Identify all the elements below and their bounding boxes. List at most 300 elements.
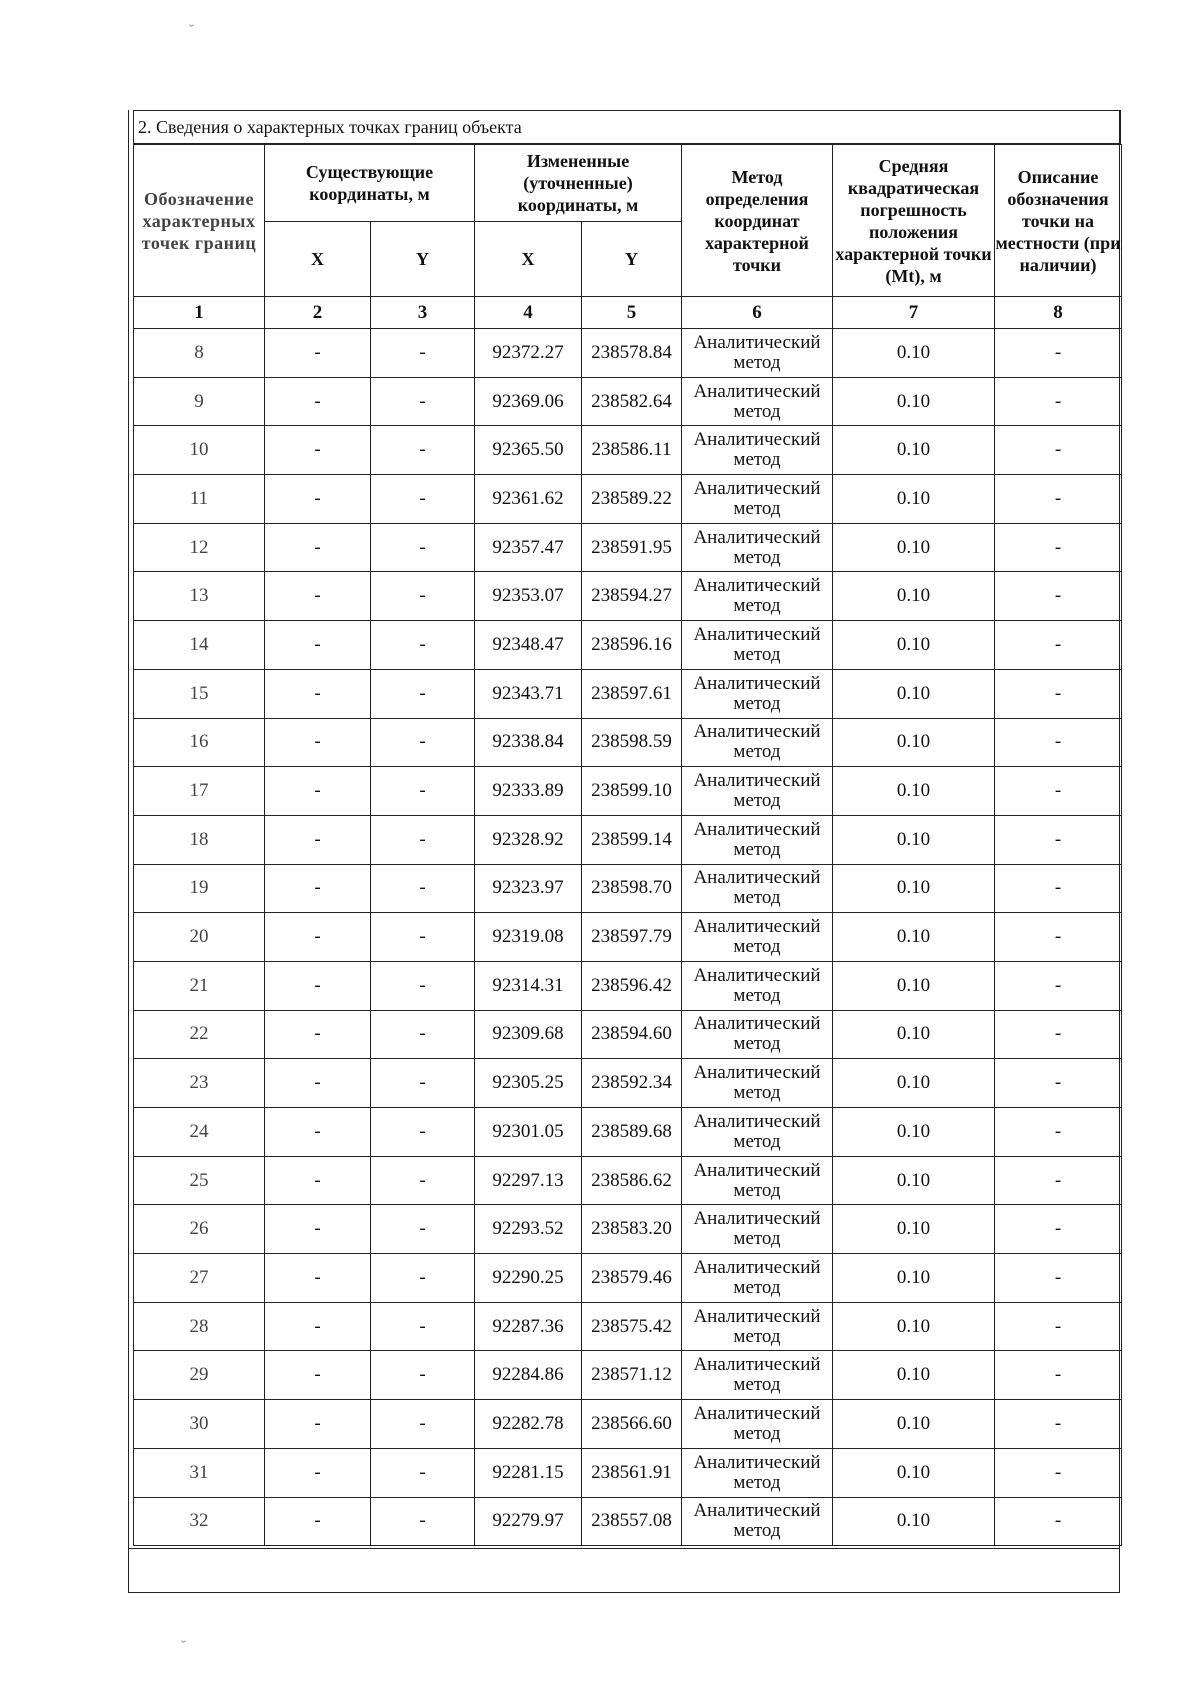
cell-point-number: 19 — [134, 864, 265, 913]
cell-y: 238582.64 — [582, 377, 682, 426]
header-existing-x: X — [265, 222, 371, 297]
method-text: Аналитический — [693, 1402, 821, 1424]
header-existing-y: Y — [371, 222, 475, 297]
cell-y: 238596.42 — [582, 961, 682, 1010]
cell-y: 238561.91 — [582, 1448, 682, 1497]
cell-method — [682, 572, 833, 621]
cell-method — [682, 1448, 833, 1497]
table-row — [134, 767, 1122, 816]
cell-method — [682, 961, 833, 1010]
boundary-points-table — [133, 144, 1122, 1546]
method-text: Аналитический — [693, 331, 821, 353]
cell-accuracy: 0.10 — [833, 523, 995, 572]
cell-existing-y: - — [371, 377, 475, 426]
cell-method — [682, 1156, 833, 1205]
column-number: 7 — [833, 297, 995, 329]
cell-x: 92357.47 — [475, 523, 582, 572]
method-text: метод — [733, 497, 781, 519]
header-row — [134, 145, 1122, 222]
cell-existing-y: - — [371, 1059, 475, 1108]
method-text: Аналитический — [693, 1256, 821, 1278]
cell-point-number: 15 — [134, 669, 265, 718]
cell-existing-x: - — [265, 1302, 371, 1351]
header-changed-x: X — [475, 222, 582, 297]
cell-accuracy: 0.10 — [833, 767, 995, 816]
cell-existing-x: - — [265, 1156, 371, 1205]
cell-x: 92287.36 — [475, 1302, 582, 1351]
cell-x: 92290.25 — [475, 1254, 582, 1303]
method-text: метод — [733, 741, 781, 763]
header-changed-y: Y — [582, 222, 682, 297]
method-text: метод — [733, 1276, 781, 1298]
cell-x: 92281.15 — [475, 1448, 582, 1497]
cell-x: 92297.13 — [475, 1156, 582, 1205]
cell-y: 238557.08 — [582, 1497, 682, 1546]
header-method: Метод определения координат характерной точки — [682, 145, 833, 297]
cell-x: 92348.47 — [475, 621, 582, 670]
cell-y: 238597.79 — [582, 913, 682, 962]
cell-x: 92361.62 — [475, 475, 582, 524]
table-row — [134, 1448, 1122, 1497]
column-number: 4 — [475, 297, 582, 329]
method-text: метод — [733, 643, 781, 665]
cell-method — [682, 815, 833, 864]
cell-existing-x: - — [265, 1351, 371, 1400]
cell-x: 92372.27 — [475, 329, 582, 378]
cell-accuracy: 0.10 — [833, 1497, 995, 1546]
cell-accuracy: 0.10 — [833, 1400, 995, 1449]
cell-point-number: 10 — [134, 426, 265, 475]
cell-method — [682, 426, 833, 475]
method-text: Аналитический — [693, 672, 821, 694]
method-text: метод — [733, 1520, 781, 1542]
cell-x: 92279.97 — [475, 1497, 582, 1546]
scan-mark-bottom: ˇ — [181, 1639, 186, 1654]
method-text: метод — [733, 1325, 781, 1347]
method-text: метод — [733, 838, 781, 860]
method-text: Аналитический — [693, 818, 821, 840]
cell-existing-y: - — [371, 572, 475, 621]
method-text: метод — [733, 595, 781, 617]
cell-description: - — [995, 1010, 1122, 1059]
cell-method — [682, 767, 833, 816]
table-row — [134, 913, 1122, 962]
cell-point-number: 27 — [134, 1254, 265, 1303]
table-row — [134, 1059, 1122, 1108]
method-text: метод — [733, 984, 781, 1006]
table-row — [134, 1205, 1122, 1254]
cell-description: - — [995, 1205, 1122, 1254]
cell-point-number: 8 — [134, 329, 265, 378]
cell-existing-y: - — [371, 1108, 475, 1157]
cell-description: - — [995, 329, 1122, 378]
column-number: 3 — [371, 297, 475, 329]
cell-accuracy: 0.10 — [833, 669, 995, 718]
cell-existing-y: - — [371, 767, 475, 816]
cell-point-number: 24 — [134, 1108, 265, 1157]
cell-x: 92343.71 — [475, 669, 582, 718]
table-row — [134, 329, 1122, 378]
cell-point-number: 11 — [134, 475, 265, 524]
cell-method — [682, 1254, 833, 1303]
cell-accuracy: 0.10 — [833, 961, 995, 1010]
table-row — [134, 1497, 1122, 1546]
cell-method — [682, 718, 833, 767]
cell-y: 238589.68 — [582, 1108, 682, 1157]
cell-method — [682, 669, 833, 718]
method-text: Аналитический — [693, 867, 821, 889]
method-text: Аналитический — [693, 1354, 821, 1376]
cell-x: 92319.08 — [475, 913, 582, 962]
cell-method — [682, 1302, 833, 1351]
method-text: метод — [733, 1374, 781, 1396]
cell-method — [682, 864, 833, 913]
method-text: Аналитический — [693, 964, 821, 986]
cell-x: 92328.92 — [475, 815, 582, 864]
cell-description: - — [995, 1351, 1122, 1400]
column-number: 5 — [582, 297, 682, 329]
cell-description: - — [995, 1108, 1122, 1157]
method-text: метод — [733, 936, 781, 958]
cell-point-number: 22 — [134, 1010, 265, 1059]
method-text: метод — [733, 1082, 781, 1104]
cell-x: 92365.50 — [475, 426, 582, 475]
cell-y: 238597.61 — [582, 669, 682, 718]
cell-method — [682, 621, 833, 670]
cell-y: 238586.11 — [582, 426, 682, 475]
cell-accuracy: 0.10 — [833, 1448, 995, 1497]
cell-existing-y: - — [371, 329, 475, 378]
method-text: метод — [733, 351, 781, 373]
method-text: Аналитический — [693, 1159, 821, 1181]
header-existing-coordinates: Существующие координаты, м — [265, 145, 475, 222]
cell-point-number: 17 — [134, 767, 265, 816]
method-text: метод — [733, 887, 781, 909]
cell-x: 92353.07 — [475, 572, 582, 621]
cell-description: - — [995, 426, 1122, 475]
method-text: Аналитический — [693, 380, 821, 402]
cell-description: - — [995, 377, 1122, 426]
cell-method — [682, 1497, 833, 1546]
method-text: метод — [733, 1422, 781, 1444]
cell-existing-x: - — [265, 1448, 371, 1497]
cell-accuracy: 0.10 — [833, 913, 995, 962]
cell-method — [682, 1205, 833, 1254]
cell-point-number: 16 — [134, 718, 265, 767]
cell-existing-x: - — [265, 913, 371, 962]
method-text: Аналитический — [693, 721, 821, 743]
cell-method — [682, 475, 833, 524]
method-text: Аналитический — [693, 1013, 821, 1035]
cell-description: - — [995, 475, 1122, 524]
method-text: Аналитический — [693, 526, 821, 548]
table-row — [134, 572, 1122, 621]
cell-y: 238571.12 — [582, 1351, 682, 1400]
method-text: метод — [733, 546, 781, 568]
method-text: Аналитический — [693, 623, 821, 645]
method-text: метод — [733, 1033, 781, 1055]
table-row — [134, 1302, 1122, 1351]
section-title: 2. Сведения о характерных точках границ объекта — [133, 110, 1121, 144]
table-row — [134, 1400, 1122, 1449]
cell-point-number: 31 — [134, 1448, 265, 1497]
cell-point-number: 21 — [134, 961, 265, 1010]
cell-accuracy: 0.10 — [833, 426, 995, 475]
cell-existing-y: - — [371, 1400, 475, 1449]
table-row — [134, 1351, 1122, 1400]
cell-existing-y: - — [371, 426, 475, 475]
cell-x: 92301.05 — [475, 1108, 582, 1157]
cell-description: - — [995, 1059, 1122, 1108]
cell-existing-y: - — [371, 669, 475, 718]
cell-method — [682, 913, 833, 962]
cell-point-number: 32 — [134, 1497, 265, 1546]
cell-point-number: 9 — [134, 377, 265, 426]
method-text: метод — [733, 692, 781, 714]
cell-existing-y: - — [371, 961, 475, 1010]
cell-existing-y: - — [371, 1448, 475, 1497]
cell-accuracy: 0.10 — [833, 864, 995, 913]
cell-x: 92305.25 — [475, 1059, 582, 1108]
table-row — [134, 523, 1122, 572]
cell-existing-x: - — [265, 377, 371, 426]
method-text: Аналитический — [693, 1062, 821, 1084]
column-number: 2 — [265, 297, 371, 329]
cell-y: 238566.60 — [582, 1400, 682, 1449]
cell-accuracy: 0.10 — [833, 1010, 995, 1059]
cell-method — [682, 329, 833, 378]
table-row — [134, 864, 1122, 913]
table-row — [134, 718, 1122, 767]
cell-y: 238578.84 — [582, 329, 682, 378]
cell-x: 92333.89 — [475, 767, 582, 816]
cell-existing-x: - — [265, 1254, 371, 1303]
cell-existing-y: - — [371, 1351, 475, 1400]
cell-method — [682, 1059, 833, 1108]
method-text: Аналитический — [693, 575, 821, 597]
method-text: Аналитический — [693, 1110, 821, 1132]
cell-method — [682, 523, 833, 572]
method-text: метод — [733, 1228, 781, 1250]
cell-existing-y: - — [371, 718, 475, 767]
cell-description: - — [995, 961, 1122, 1010]
cell-accuracy: 0.10 — [833, 718, 995, 767]
cell-existing-x: - — [265, 864, 371, 913]
cell-existing-y: - — [371, 864, 475, 913]
cell-existing-x: - — [265, 1108, 371, 1157]
cell-method — [682, 1400, 833, 1449]
cell-description: - — [995, 718, 1122, 767]
cell-x: 92309.68 — [475, 1010, 582, 1059]
cell-y: 238598.59 — [582, 718, 682, 767]
cell-point-number: 28 — [134, 1302, 265, 1351]
column-number: 1 — [134, 297, 265, 329]
header-changed-coordinates: Измененные (уточненные) координаты, м — [475, 145, 682, 222]
method-text: метод — [733, 1471, 781, 1493]
method-text: Аналитический — [693, 1305, 821, 1327]
column-number-row — [134, 297, 1122, 329]
cell-existing-x: - — [265, 572, 371, 621]
column-number: 6 — [682, 297, 833, 329]
cell-point-number: 20 — [134, 913, 265, 962]
cell-x: 92314.31 — [475, 961, 582, 1010]
cell-y: 238592.34 — [582, 1059, 682, 1108]
table-row — [134, 669, 1122, 718]
cell-existing-y: - — [371, 815, 475, 864]
cell-point-number: 23 — [134, 1059, 265, 1108]
method-text: Аналитический — [693, 770, 821, 792]
table-row — [134, 815, 1122, 864]
method-text: Аналитический — [693, 1208, 821, 1230]
cell-x: 92369.06 — [475, 377, 582, 426]
cell-y: 238575.42 — [582, 1302, 682, 1351]
cell-accuracy: 0.10 — [833, 621, 995, 670]
bottom-rule — [128, 1548, 1120, 1549]
cell-existing-x: - — [265, 621, 371, 670]
cell-existing-x: - — [265, 815, 371, 864]
cell-description: - — [995, 523, 1122, 572]
cell-existing-x: - — [265, 961, 371, 1010]
cell-y: 238579.46 — [582, 1254, 682, 1303]
table-row — [134, 475, 1122, 524]
cell-x: 92284.86 — [475, 1351, 582, 1400]
cell-description: - — [995, 1302, 1122, 1351]
cell-point-number: 13 — [134, 572, 265, 621]
cell-description: - — [995, 1448, 1122, 1497]
cell-description: - — [995, 864, 1122, 913]
method-text: Аналитический — [693, 429, 821, 451]
cell-existing-x: - — [265, 669, 371, 718]
cell-accuracy: 0.10 — [833, 1059, 995, 1108]
cell-description: - — [995, 621, 1122, 670]
cell-point-number: 30 — [134, 1400, 265, 1449]
table-row — [134, 426, 1122, 475]
cell-existing-y: - — [371, 1205, 475, 1254]
cell-description: - — [995, 1156, 1122, 1205]
cell-x: 92323.97 — [475, 864, 582, 913]
cell-existing-y: - — [371, 475, 475, 524]
cell-description: - — [995, 767, 1122, 816]
table-row — [134, 377, 1122, 426]
cell-description: - — [995, 572, 1122, 621]
cell-method — [682, 1108, 833, 1157]
cell-accuracy: 0.10 — [833, 1108, 995, 1157]
cell-existing-y: - — [371, 1156, 475, 1205]
cell-accuracy: 0.10 — [833, 475, 995, 524]
method-text: Аналитический — [693, 477, 821, 499]
cell-y: 238596.16 — [582, 621, 682, 670]
cell-existing-y: - — [371, 1254, 475, 1303]
table-row — [134, 1108, 1122, 1157]
cell-existing-y: - — [371, 1010, 475, 1059]
cell-existing-x: - — [265, 1497, 371, 1546]
cell-point-number: 18 — [134, 815, 265, 864]
cell-existing-x: - — [265, 1010, 371, 1059]
table-row — [134, 621, 1122, 670]
cell-accuracy: 0.10 — [833, 815, 995, 864]
method-text: метод — [733, 790, 781, 812]
cell-x: 92282.78 — [475, 1400, 582, 1449]
cell-x: 92338.84 — [475, 718, 582, 767]
cell-accuracy: 0.10 — [833, 572, 995, 621]
header-accuracy: Средняя квадратическая погрешность положения характерной точки (Mt), м — [833, 145, 995, 297]
cell-y: 238591.95 — [582, 523, 682, 572]
cell-accuracy: 0.10 — [833, 329, 995, 378]
table-row — [134, 1254, 1122, 1303]
cell-y: 238589.22 — [582, 475, 682, 524]
cell-y: 238599.10 — [582, 767, 682, 816]
cell-accuracy: 0.10 — [833, 377, 995, 426]
method-text: Аналитический — [693, 1500, 821, 1522]
cell-description: - — [995, 1254, 1122, 1303]
cell-existing-x: - — [265, 523, 371, 572]
cell-description: - — [995, 669, 1122, 718]
cell-method — [682, 377, 833, 426]
method-text: Аналитический — [693, 916, 821, 938]
cell-x: 92293.52 — [475, 1205, 582, 1254]
cell-accuracy: 0.10 — [833, 1156, 995, 1205]
method-text: метод — [733, 1179, 781, 1201]
cell-existing-x: - — [265, 767, 371, 816]
cell-accuracy: 0.10 — [833, 1351, 995, 1400]
cell-y: 238599.14 — [582, 815, 682, 864]
cell-description: - — [995, 913, 1122, 962]
cell-description: - — [995, 1400, 1122, 1449]
cell-description: - — [995, 815, 1122, 864]
cell-point-number: 29 — [134, 1351, 265, 1400]
method-text: метод — [733, 449, 781, 471]
cell-y: 238583.20 — [582, 1205, 682, 1254]
cell-method — [682, 1351, 833, 1400]
cell-existing-y: - — [371, 1302, 475, 1351]
header-designation: Обозначение характерных точек границ — [134, 145, 265, 297]
table-row — [134, 1156, 1122, 1205]
cell-existing-x: - — [265, 475, 371, 524]
method-text: метод — [733, 1130, 781, 1152]
column-number: 8 — [995, 297, 1122, 329]
cell-existing-x: - — [265, 329, 371, 378]
table-body — [134, 329, 1122, 1546]
cell-accuracy: 0.10 — [833, 1205, 995, 1254]
method-text: Аналитический — [693, 1451, 821, 1473]
table-row — [134, 961, 1122, 1010]
cell-point-number: 25 — [134, 1156, 265, 1205]
cell-existing-y: - — [371, 523, 475, 572]
header-description: Описание обозначения точки на местности (при наличии) — [995, 145, 1122, 297]
cell-existing-x: - — [265, 1205, 371, 1254]
cell-accuracy: 0.10 — [833, 1254, 995, 1303]
scan-mark-top: ˇ — [189, 23, 194, 38]
method-text: метод — [733, 400, 781, 422]
cell-existing-y: - — [371, 621, 475, 670]
cell-existing-x: - — [265, 426, 371, 475]
cell-point-number: 14 — [134, 621, 265, 670]
cell-existing-x: - — [265, 1059, 371, 1108]
cell-existing-y: - — [371, 913, 475, 962]
cell-y: 238598.70 — [582, 864, 682, 913]
cell-existing-x: - — [265, 718, 371, 767]
cell-existing-y: - — [371, 1497, 475, 1546]
cell-y: 238594.60 — [582, 1010, 682, 1059]
table-row — [134, 1010, 1122, 1059]
cell-description: - — [995, 1497, 1122, 1546]
cell-y: 238594.27 — [582, 572, 682, 621]
cell-point-number: 12 — [134, 523, 265, 572]
cell-point-number: 26 — [134, 1205, 265, 1254]
cell-method — [682, 1010, 833, 1059]
cell-accuracy: 0.10 — [833, 1302, 995, 1351]
cell-y: 238586.62 — [582, 1156, 682, 1205]
